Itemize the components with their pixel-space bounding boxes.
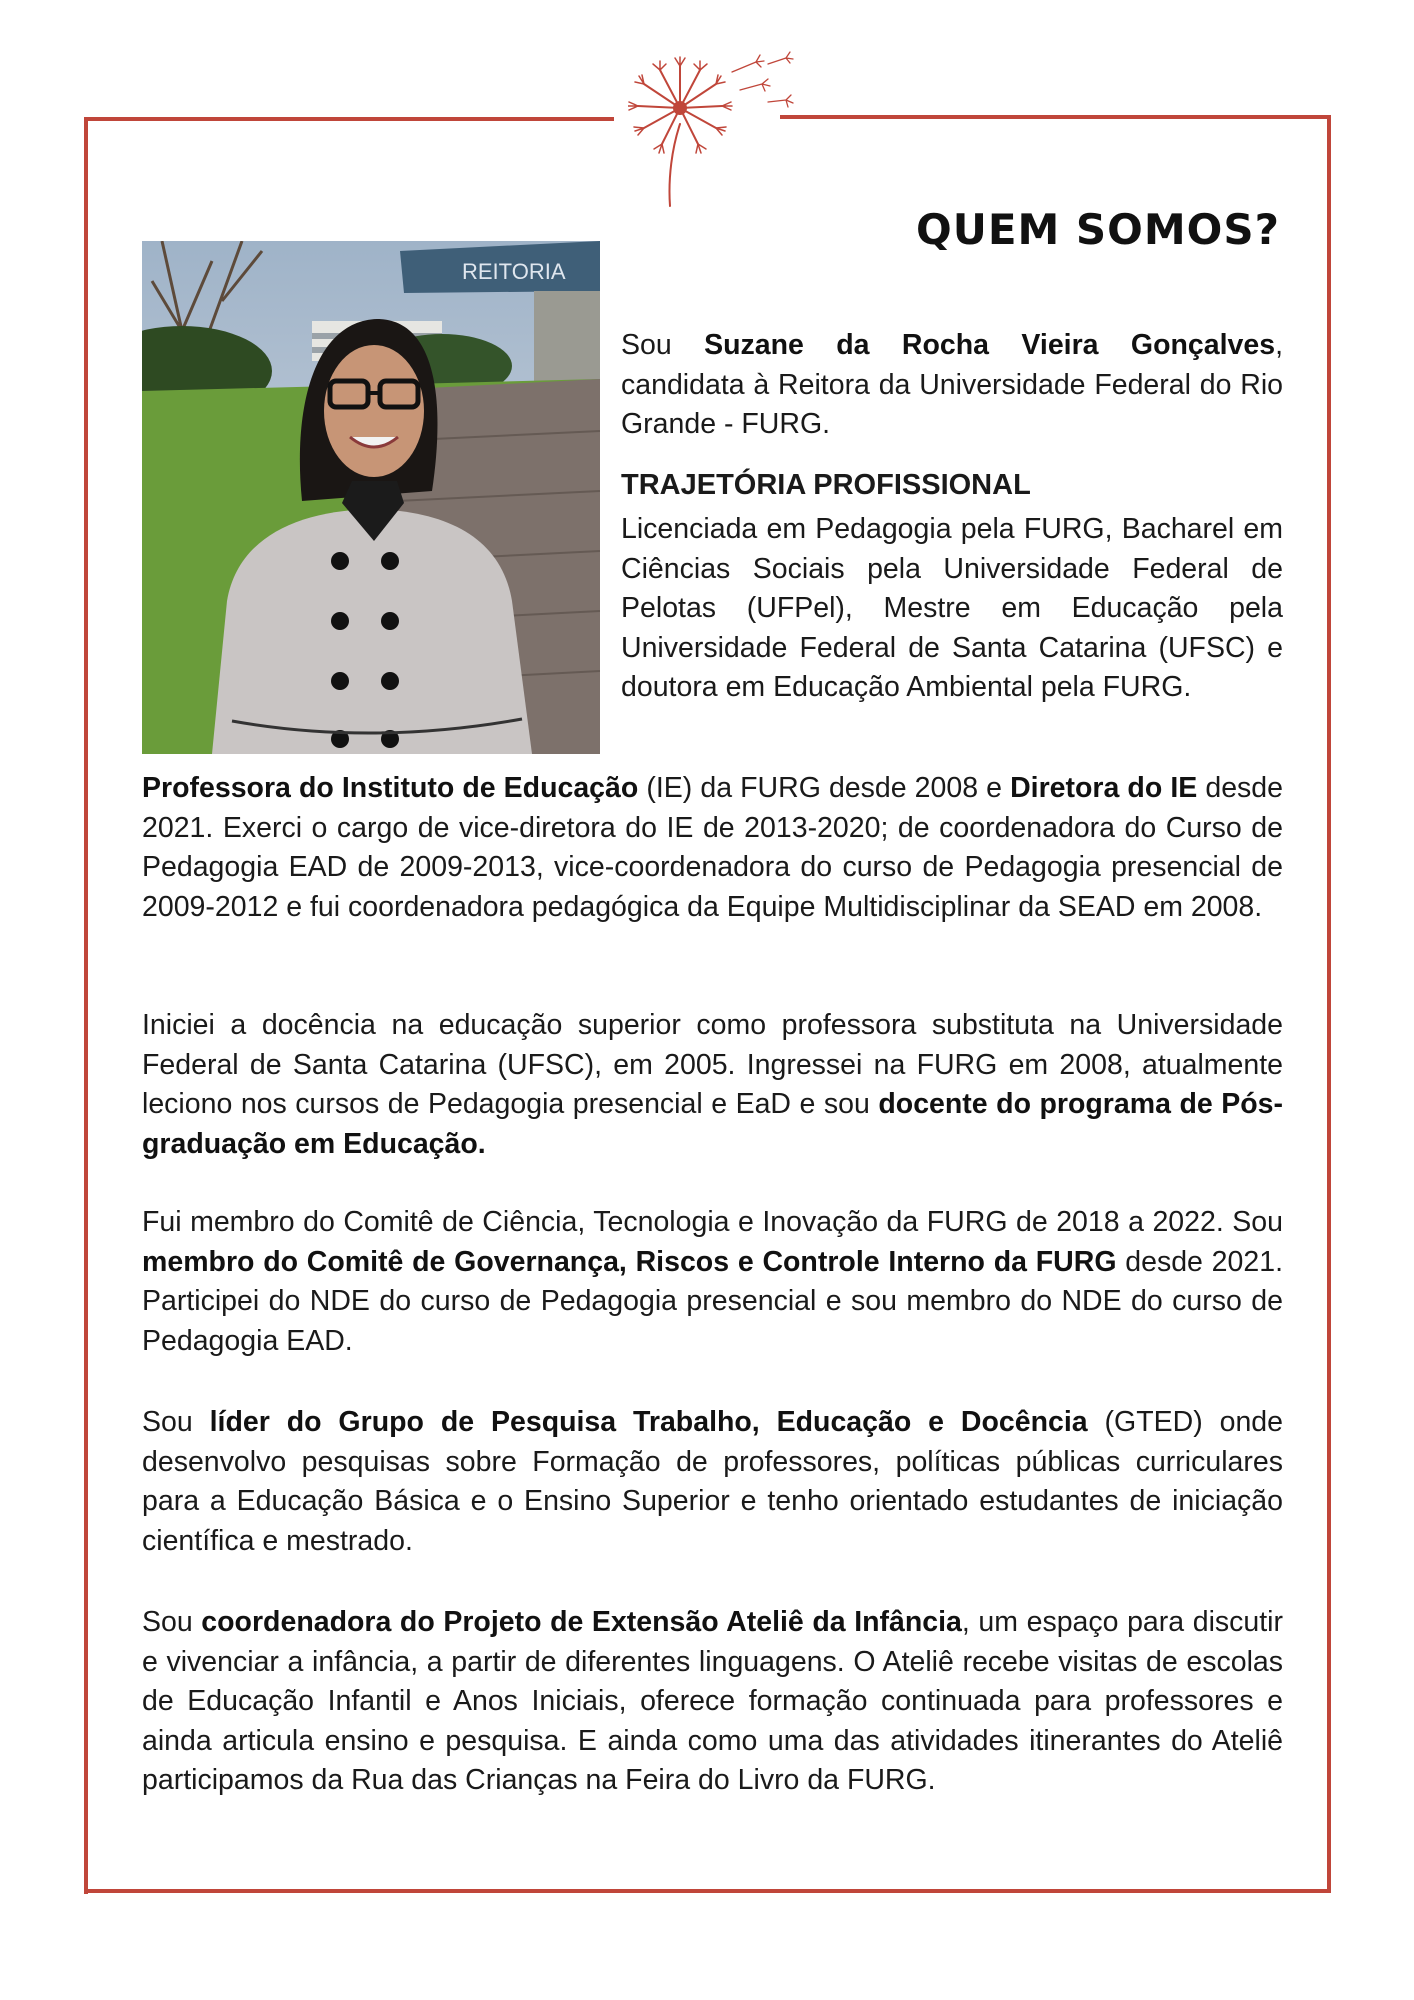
bold-run: coordenadora do Projeto de Extensão Ateliê da Infância xyxy=(201,1606,962,1638)
text-run: Sou xyxy=(142,1406,210,1438)
bold-run: membro do Comitê de Governança, Riscos e Controle Interno da FURG xyxy=(142,1245,1117,1278)
paragraph-comites xyxy=(142,1203,1283,1361)
frame-left xyxy=(84,117,88,1894)
text-run: Sou xyxy=(142,1606,202,1638)
bold-run: líder do Grupo de Pesquisa Trabalho, Educação e Docência xyxy=(209,1406,1088,1438)
text-run: Fui membro do Comitê de Ciência, Tecnologia e Inovação da FURG de 2018 a 2022. Sou xyxy=(142,1206,1283,1238)
bold-run: Professora do Instituto de Educação xyxy=(142,772,639,804)
reitoria-sign: REITORIA xyxy=(462,259,566,284)
paragraph-docencia xyxy=(142,1006,1283,1164)
text-run: Iniciei a docência na educação superior como professora substituta na Universidade Federal de Santa Catarina (UFSC), em 2005. Ingressei na FURG em 2008, atualmente leciono nos cursos de Pedagogia presencial e EaD e sou xyxy=(142,1009,1283,1120)
frame-top-left xyxy=(84,117,614,121)
text-run: , um espaço para discutir e vivenciar a infância, a partir de diferentes linguagens. O Ateliê recebe visitas de escolas de Educação Infantil e Anos Iniciais, oferece formação continuada para professores e ainda articula ensino e pesquisa. E ainda como uma das atividades itinerantes do Ateliê participamos da Rua das Crianças na Feira do Livro da FURG. xyxy=(142,1606,1283,1796)
intro-before: Sou xyxy=(621,329,705,361)
paragraph-pesquisa xyxy=(142,1403,1283,1561)
text-run: (GTED) onde desenvolvo pesquisas sobre Formação de professores, políticas públicas curriculares para a Educação Básica e o Ensino Superior e tenho orientado estudantes de iniciação científica e mestrado. xyxy=(142,1406,1283,1557)
text-run: (IE) da FURG desde 2008 e xyxy=(638,772,1011,804)
paragraph-extensao xyxy=(142,1603,1283,1801)
text-run: desde 2021. Exerci o cargo de vice-diretora do IE de 2013-2020; de coordenadora do Curso de Pedagogia EAD de 2009-2013, vice-coordenadora do curso de Pedagogia presencial de 2009-2012 e fui coordenadora pedagógica da Equipe Multidisciplinar da SEAD em 2008. xyxy=(142,772,1283,923)
frame-bottom xyxy=(84,1889,1331,1893)
dandelion-icon xyxy=(628,28,798,213)
bold-run: Diretora do IE xyxy=(1010,772,1198,804)
bold-run: docente do programa de Pós-graduação em Educação. xyxy=(142,1088,1283,1160)
page-title: QUEM SOMOS? xyxy=(916,205,1280,254)
intro-after: , candidata à Reitora da Universidade Federal do Rio Grande - FURG. xyxy=(621,329,1283,440)
paragraph-ie xyxy=(142,769,1283,927)
candidate-photo xyxy=(142,241,600,754)
intro-text xyxy=(621,326,1283,445)
trajetoria-text: Licenciada em Pedagogia pela FURG, Bacharel em Ciências Sociais pela Universidade Federal de Pelotas (UFPel), Mestre em Educação pela Universidade Federal de Santa Catarina (UFSC) e doutora em Educação Ambiental pela FURG. xyxy=(621,513,1283,703)
trajetoria-heading: TRAJETÓRIA PROFISSIONAL xyxy=(621,469,1031,501)
text-run: desde 2021. Participei do NDE do curso de Pedagogia presencial e sou membro do NDE do curso de Pedagogia EAD. xyxy=(142,1245,1283,1357)
frame-right xyxy=(1327,115,1331,1890)
frame-top-right xyxy=(780,115,1331,119)
candidate-name: Suzane da Rocha Vieira Gonçalves xyxy=(704,329,1276,361)
